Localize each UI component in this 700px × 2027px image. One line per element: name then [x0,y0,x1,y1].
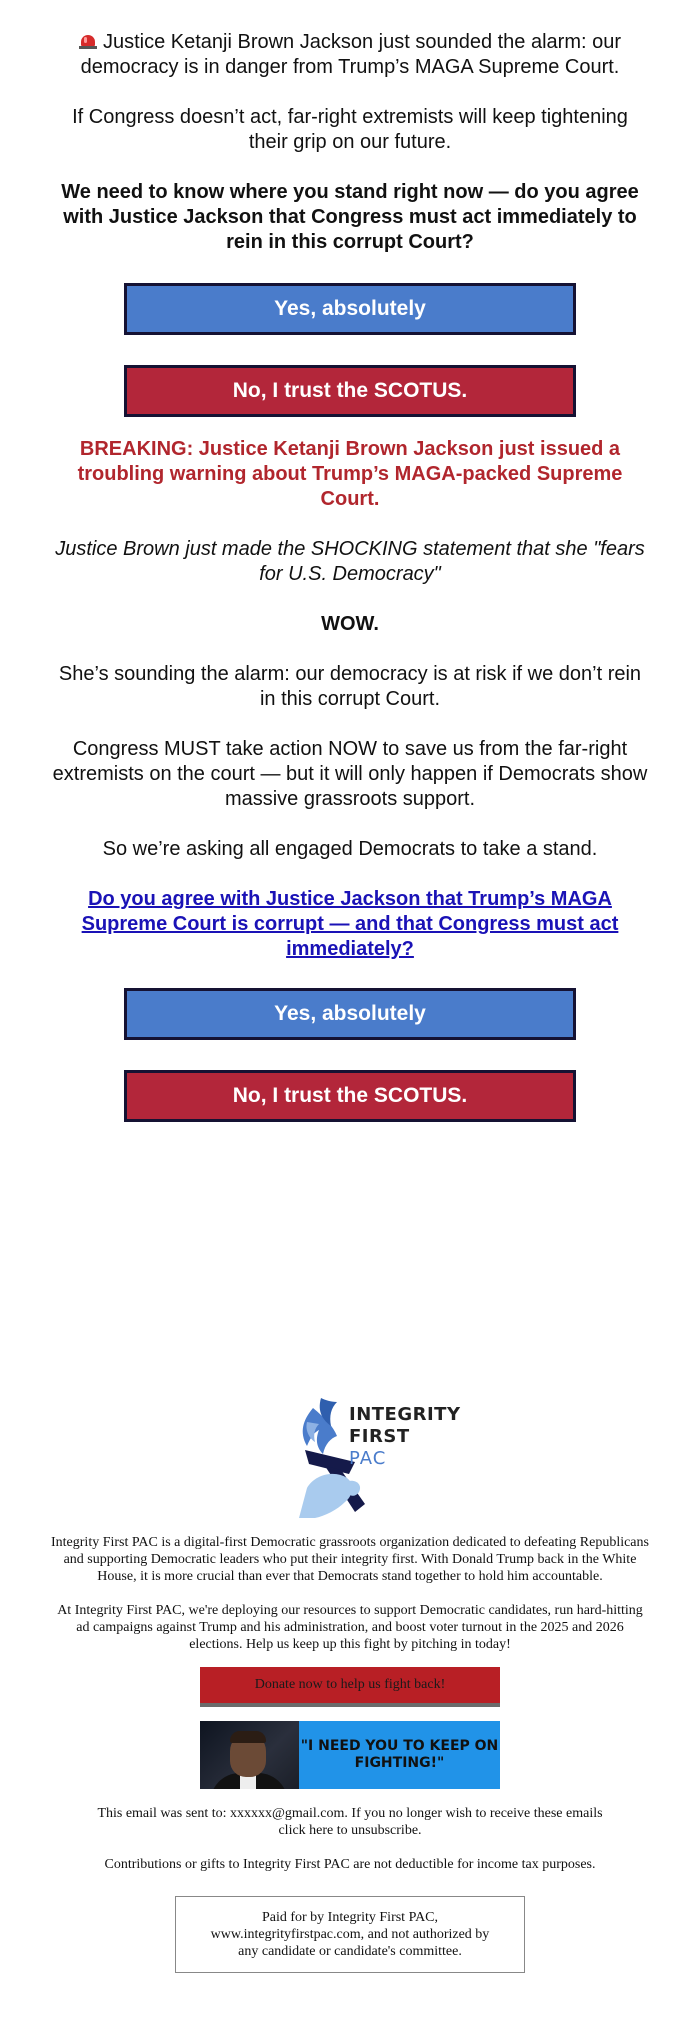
donate-button[interactable]: Donate now to help us fight back! [200,1667,500,1707]
speaker-photo [200,1721,299,1789]
intro-alarm-text: Justice Ketanji Brown Jackson just sounded the alarm: our democracy is in danger from Trump’s MAGA Supreme Court. [80,31,622,78]
wow-text: WOW. [321,613,379,635]
keep-fighting-banner[interactable] [200,1721,500,1789]
shocking-quote: Justice Brown just made the SHOCKING statement that she "fears for U.S. Democracy" [55,538,645,585]
email-content [50,0,650,1122]
siren-icon [79,35,97,49]
mission-paragraph: At Integrity First PAC, we're deploying our resources to support Democratic candidates, run hard-hitting ad campaigns against Trump and his administration, and boost voter turnout in the 2025 and 2026 elections. Help us keep up this fight by pitching in today! [57,1603,643,1652]
question-link-wrap [50,887,650,962]
footer [50,1392,650,1973]
agree-question-link[interactable]: Do you agree with Justice Jackson that Trump’s MAGA Supreme Court is corrupt — and that Congress must act immediately? [81,888,619,960]
logo-wordmark: INTEGRITY FIRST PAC [349,1404,461,1469]
alarm-paragraph: She’s sounding the alarm: our democracy is at risk if we don’t rein in this corrupt Court. [58,663,642,710]
integrity-first-pac-logo [285,1392,461,1522]
intro-question: We need to know where you stand right now — do you agree with Justice Jackson that Congress must act immediately to rein in this corrupt Court? [61,181,639,253]
yes-button-bottom[interactable]: Yes, absolutely [124,988,576,1040]
banner-quote: "I NEED YOU TO KEEP ON FIGHTING!" [299,1721,500,1789]
about-paragraph: Integrity First PAC is a digital-first Democratic grassroots organization dedicated to defeating Republicans and supporting Democratic leaders who put their integrity first. With Donald Trump back in the White House, it is more crucial than ever that Democrats stand together to hold him accountable. [51,1535,649,1584]
congress-paragraph: Congress MUST take action NOW to save us from the far-right extremists on the court — but it will only happen if Democrats show massive grassroots support. [52,738,648,810]
no-button-top[interactable]: No, I trust the SCOTUS. [124,365,576,417]
paid-for-text: Paid for by Integrity First PAC, www.integrityfirstpac.com, and not authorized by any candidate or candidate's committee. [210,1910,490,1959]
paid-for-box [175,1896,525,1973]
tax-disclaimer: Contributions or gifts to Integrity First PAC are not deductible for income tax purposes. [104,1857,596,1872]
unsubscribe-link[interactable]: click here to unsubscribe. [278,1823,422,1838]
intro-congress-text: If Congress doesn’t act, far-right extremists will keep tightening their grip on our future. [72,106,628,153]
sent-to-notice: This email was sent to: xxxxxx@gmail.com. If you no longer wish to receive these emails click here to unsubscribe. [97,1806,603,1838]
yes-button-top[interactable]: Yes, absolutely [124,283,576,335]
no-button-bottom[interactable]: No, I trust the SCOTUS. [124,1070,576,1122]
breaking-headline: BREAKING: Justice Ketanji Brown Jackson just issued a troubling warning about Trump’s MAGA-packed Supreme Court. [77,438,623,510]
take-stand-paragraph: So we’re asking all engaged Democrats to take a stand. [102,838,598,860]
